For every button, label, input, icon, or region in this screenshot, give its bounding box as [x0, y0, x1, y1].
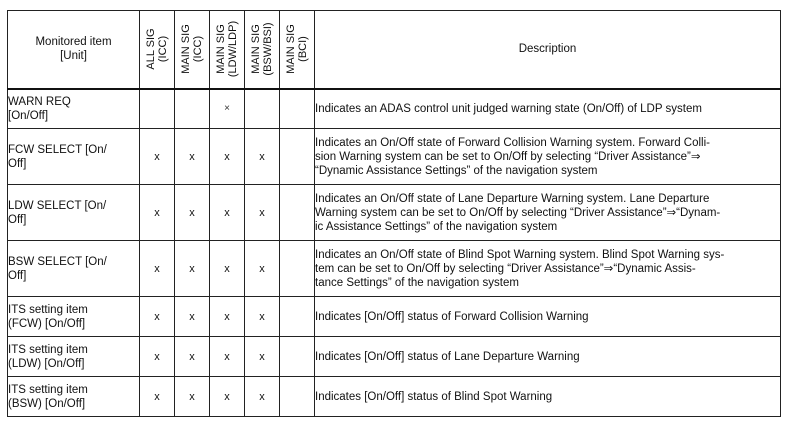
table-row [8, 337, 781, 377]
item-text: Off] [8, 269, 27, 282]
mark-cell: x [175, 185, 210, 241]
mark-cell [280, 297, 315, 337]
mark-cell: x [210, 337, 245, 377]
description-cell [315, 297, 781, 337]
item-text: BSW SELECT [On/ [8, 255, 107, 268]
mark-cell [280, 185, 315, 241]
mark-cell: x [175, 337, 210, 377]
item-text: LDW SELECT [On/ [8, 199, 107, 212]
item-text: (FCW) [On/Off] [8, 317, 86, 330]
monitored-item-cell [8, 377, 140, 417]
mark-cell [175, 89, 210, 129]
header-item-line1: Monitored item [35, 36, 112, 49]
description-cell [315, 185, 781, 241]
mark-cell: x [175, 129, 210, 185]
item-text: WARN REQ [8, 95, 71, 108]
description-line: tance Settings” of the navigation system [315, 276, 519, 289]
monitored-item-cell [8, 241, 140, 297]
signal-label-line2: (BSW/BSI) [262, 22, 274, 76]
mark-cell [280, 241, 315, 297]
header-signal-main-sig-bsw-bsi [245, 11, 280, 89]
item-text: [On/Off] [8, 109, 49, 122]
monitored-item-cell [8, 89, 140, 129]
mark-cell: x [175, 241, 210, 297]
header-monitored-item [8, 11, 140, 89]
mark-cell [280, 377, 315, 417]
header-signal-main-sig-icc [175, 11, 210, 89]
description-line: Indicates an On/Off state of Lane Departure Warning system. Lane Departure [315, 192, 710, 205]
mark-cell: x [140, 241, 175, 297]
description-line: Indicates [On/Off] status of Forward Collision Warning [315, 310, 589, 323]
monitored-items-table [7, 10, 781, 417]
monitored-item-cell [8, 129, 140, 185]
description-line: tem can be set to On/Off by selecting “Driver Assistance”⇒“Dynamic Assis- [315, 262, 696, 275]
signal-label-line2: (ICC) [192, 36, 204, 63]
header-item-line2: [Unit] [60, 50, 87, 63]
description-cell [315, 337, 781, 377]
mark-cell [280, 129, 315, 185]
item-text: ITS setting item [8, 383, 88, 396]
monitored-item-cell [8, 297, 140, 337]
mark-cell: x [140, 185, 175, 241]
mark-cell: x [140, 337, 175, 377]
mark-cell: x [140, 377, 175, 417]
description-line: “Dynamic Assistance Settings” of the navigation system [315, 164, 598, 177]
signal-label-line2: (LDW/LDP) [227, 21, 239, 78]
mark-cell: x [210, 377, 245, 417]
mark-cell: x [245, 297, 280, 337]
mark-cell: x [210, 241, 245, 297]
header-signal-main-sig-ldw-ldp [210, 11, 245, 89]
mark-cell: x [210, 297, 245, 337]
signal-label-line1: MAIN SIG [285, 24, 297, 75]
signal-label-line1: MAIN SIG [215, 24, 227, 75]
mark-cell: x [175, 377, 210, 417]
header-signal-all-sig-icc [140, 11, 175, 89]
table-row [8, 377, 781, 417]
description-line: ic Assistance Settings” of the navigation system [315, 220, 558, 233]
description-line: Indicates an ADAS control unit judged warning state (On/Off) of LDP system [315, 102, 702, 115]
mark-cell: x [245, 185, 280, 241]
mark-cell: x [175, 297, 210, 337]
mark-cell: x [245, 129, 280, 185]
table-row [8, 241, 781, 297]
description-line: Indicates [On/Off] status of Blind Spot Warning [315, 390, 553, 403]
description-cell [315, 129, 781, 185]
mark-cell [245, 89, 280, 129]
description-line: sion Warning system can be set to On/Off by selecting “Driver Assistance”⇒ [315, 150, 701, 163]
mark-cell: x [245, 377, 280, 417]
mark-cell: × [210, 89, 245, 129]
signal-label-line1: MAIN SIG [250, 24, 262, 75]
item-text: Off] [8, 213, 27, 226]
mark-cell: x [245, 337, 280, 377]
table-row [8, 297, 781, 337]
item-text: (BSW) [On/Off] [8, 397, 86, 410]
item-text: Off] [8, 157, 27, 170]
table-row [8, 129, 781, 185]
signal-label-line1: ALL SIG [145, 28, 157, 70]
header-row [8, 11, 781, 89]
item-text: ITS setting item [8, 303, 88, 316]
header-signal-main-sig-bci [280, 11, 315, 89]
item-text: FCW SELECT [On/ [8, 143, 107, 156]
mark-cell [140, 89, 175, 129]
monitored-item-cell [8, 337, 140, 377]
signal-label-line1: MAIN SIG [180, 24, 192, 75]
header-description: Description [315, 11, 781, 89]
description-line: Indicates an On/Off state of Forward Collision Warning system. Forward Colli- [315, 136, 710, 149]
signal-label-line2: (ICC) [157, 36, 169, 63]
mark-cell: x [245, 241, 280, 297]
mark-cell [280, 337, 315, 377]
description-cell [315, 241, 781, 297]
mark-cell: x [140, 297, 175, 337]
description-cell [315, 89, 781, 129]
description-line: Indicates [On/Off] status of Lane Departure Warning [315, 350, 580, 363]
mark-cell: x [140, 129, 175, 185]
description-cell [315, 377, 781, 417]
monitored-item-cell [8, 185, 140, 241]
table-row [8, 89, 781, 129]
mark-cell: x [210, 185, 245, 241]
item-text: (LDW) [On/Off] [8, 357, 85, 370]
mark-cell [280, 89, 315, 129]
description-line: Indicates an On/Off state of Blind Spot Warning system. Blind Spot Warning sys- [315, 248, 725, 261]
description-line: Warning system can be set to On/Off by selecting “Driver Assistance”⇒“Dynam- [315, 206, 721, 219]
table-row [8, 185, 781, 241]
mark-cell: x [210, 129, 245, 185]
signal-label-line2: (BCI) [297, 36, 309, 63]
item-text: ITS setting item [8, 343, 88, 356]
